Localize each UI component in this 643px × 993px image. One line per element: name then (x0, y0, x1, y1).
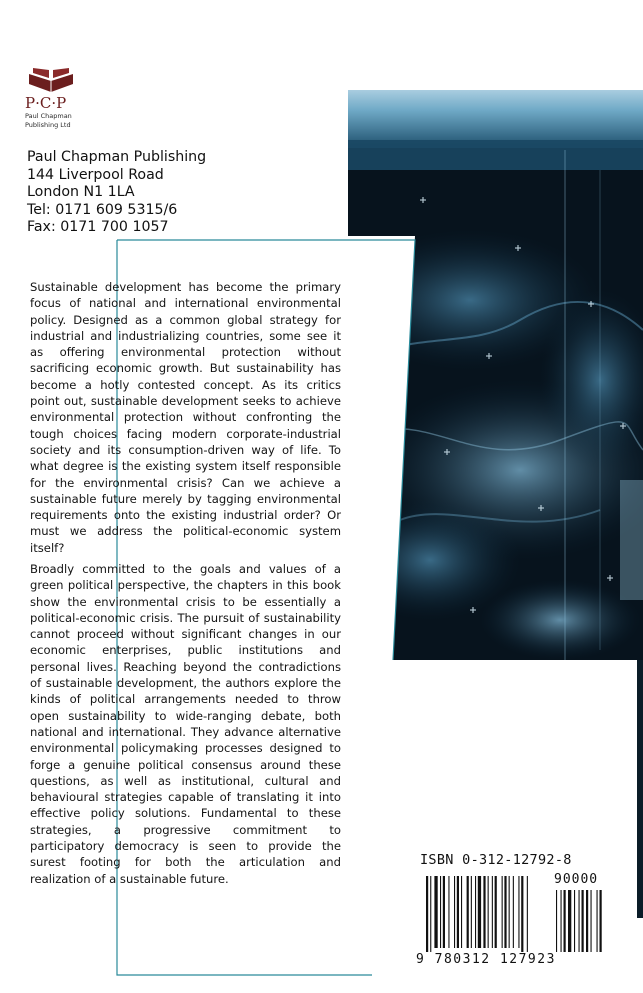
barcode-bar (509, 876, 510, 948)
barcode-bar (454, 876, 455, 948)
barcode-bar (461, 876, 462, 948)
barcode-bar (434, 876, 437, 948)
barcode-bar (478, 876, 481, 948)
publisher-address (27, 149, 206, 237)
barcode-bar (495, 876, 497, 948)
logo-letters: P·C·P (25, 94, 67, 112)
barcode-bar (513, 876, 514, 948)
price-addon-bar (586, 890, 588, 952)
barcode-bar (483, 876, 485, 948)
price-addon-bar (582, 890, 584, 952)
price-addon-bar (579, 890, 580, 952)
blurb-paragraph-2: Broadly committed to the goals and values of a green political perspective, the chapters in this book show the environmental crisis to be essentially a political-economic crisis. The pursuit of sustainability cannot proceed without significant changes in our economic enterprises, public institutions and personal lives. Reaching beyond the contradictions of sustainable development, the authors explore the kinds of political arrangements needed to throw open sustainability to wide-ranging debate, both national and international. They advance alternative environmental policymaking processes designed to forge a genuine political consensus around these questions, as well as institutional, cultural and behavioural strategies capable of translating it into effective policy solutions. Fundamental to these strategies, a progressive commitment to participatory democracy is seen to provide the surest footing for both the articulation and realization of a sustainable future. (30, 562, 341, 886)
price-addon-bar (564, 890, 566, 952)
price-addon-bar (600, 890, 602, 952)
price-addon-bar (597, 890, 598, 952)
barcode-bar (426, 876, 428, 952)
price-addon-bar (561, 890, 562, 952)
publisher-street: 144 Liverpool Road (27, 166, 164, 183)
isbn-number: ISBN 0-312-12792-8 (420, 852, 572, 868)
publisher-logo (25, 68, 85, 129)
barcode-bar (448, 876, 449, 948)
publisher-city: London N1 1LA (27, 184, 135, 200)
logo-subtitle-line2: Publishing Ltd (25, 121, 71, 129)
barcode-bar (440, 876, 441, 948)
barcode-bar (521, 876, 523, 952)
ean-number: 9 780312 127923 (416, 952, 556, 967)
barcode-bar (467, 876, 469, 948)
publisher-fax: Fax: 0171 700 1057 (27, 219, 169, 235)
publisher-tel: Tel: 0171 609 5315/6 (27, 201, 178, 218)
barcode-bar (527, 876, 528, 952)
barcode-bar (430, 876, 431, 952)
price-addon-bar (574, 890, 575, 952)
barcode-bar (471, 876, 472, 948)
barcode-bar (443, 876, 445, 948)
barcode-bar (492, 876, 493, 948)
price-addon-bar (591, 890, 592, 952)
price-addon-bar (556, 890, 557, 952)
blurb-paragraph-1: Sustainable development has become the primary focus of national and international environmental policy. Designed as a common global strategy for industrial and industrializing countries, some see it as offering environmental protection without sacrificing economic growth. But sustainability has become a hotly contested concept. As its critics point out, sustainable development seeks to achieve environmental protection without confronting the tough choices facing modern corporate-industrial society and its consumption-driven way of life. To what degree is the existing system itself responsible for the environmental crisis? Can we achieve a sustainable future merely by tagging environmental requirements onto the existing industrial order? Or must we address the political-economic system itself? (30, 280, 341, 555)
open-book-icon (25, 68, 77, 94)
price-addon-bar (568, 890, 571, 952)
price-code: 90000 (554, 872, 599, 887)
barcode-bar (475, 876, 476, 948)
barcode-bar (457, 876, 459, 948)
publisher-name: Paul Chapman Publishing (27, 149, 207, 165)
logo-subtitle-line1: Paul Chapman (25, 112, 72, 120)
barcode-bar (488, 876, 489, 948)
barcode-bar (518, 876, 519, 948)
barcode-bar (504, 876, 506, 948)
barcode-bar (502, 876, 503, 948)
isbn-barcode (416, 852, 626, 972)
